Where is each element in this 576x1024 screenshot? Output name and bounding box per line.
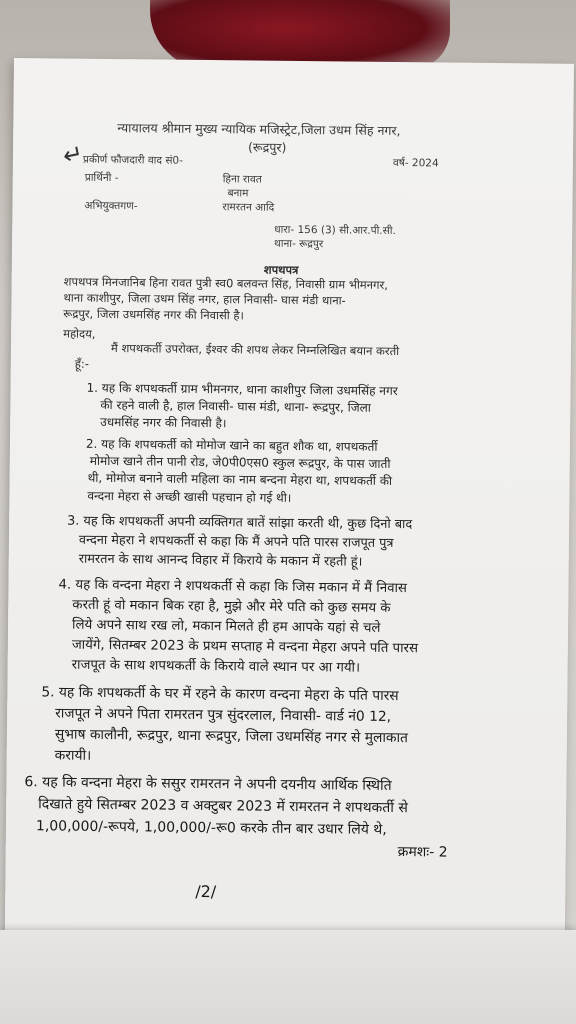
applicant-name: हिना रावत [222,173,262,186]
para4-line: 4. यह कि वन्दना मेहरा ने शपथकर्ती से कहा कि जिस मकान में मैं निवास [58,577,408,597]
intro-line: थाना काशीपुर, जिला उधम सिंह नगर, हाल निवासी- घास मंडी थाना- [63,290,346,308]
para1-line: की रहने वाली है, हाल निवासी- घास मंडी, थाना- रूद्रपुर, जिला [100,397,371,415]
para6-line: 1,00,000/-रूपये, 1,00,000/-रू0 करके तीन बार उधार लिये थे, [35,818,387,838]
section-line: धारा- 156 (3) सी.आर.पी.सी. [274,223,396,238]
para1-line: 1. यह कि शपथकर्ती ग्राम भीमनगर, थाना काशीपुर जिला उधमसिंह नगर [86,380,398,399]
para3-line: रामरतन के साथ आनन्द विहार में किराये के मकान में रहती हूं। [78,551,363,570]
year-label: वर्ष- 2024 [392,156,439,170]
para5-line: 5. यह कि शपथकर्ती के घर में रहने के कारण वन्दना मेहरा के पति पारस [41,684,399,705]
para2-line: 2. यह कि शपथकर्ती को मोमोज खाने का बहुत शौक था, शपथकर्ती [85,436,378,454]
para4-line: करती हूं वो मकान बिक रहा है, मुझे और मेरे पति को कुछ समय के [72,597,391,616]
station-line: थाना- रूद्रपुर [274,237,324,251]
applicant-label: प्रार्थिनी - [84,171,119,185]
para5-line: करायी। [54,747,92,764]
para4-line: लिये अपने साथ रख लो, मकान मिलते ही हम आपके यहां से चले [71,617,381,636]
para2-line: थी, मोमोज बनाने वाली महिला का नाम बन्दना मेहरा था, शपथकर्ती की [87,470,393,488]
para5-line: राजपूत ने अपने पिता रामरतन पुत्र सुंदरलाल, निवासी- वार्ड नं0 12, [55,705,392,725]
continued-marker: क्रमशः- 2 [397,844,448,861]
para4-line: राजपूत के साथ शपथकर्ती के किराये वाले स्थान पर आ गयी। [71,657,361,676]
accused-label: अभियुक्तगण- [84,199,138,213]
court-header-line1: न्यायालय श्रीमान मुख्य न्यायिक मजिस्ट्रेट,जिला उधम सिंह नगर, [117,120,401,139]
para3-line: 3. यह कि शपथकर्ती अपनी व्यक्तिगत बातें सांझा करती थी, कुछ दिनो बाद [67,513,413,533]
document-page [5,58,574,964]
opening-line: हूँ:- [74,356,90,371]
para6-line: दिखाते हुये सितम्बर 2023 व अक्टुबर 2023 में रामरतन ने शपथकर्ती से [38,796,408,817]
para5-line: सुभाष कालौनी, रूद्रपुर, थाना रूद्रपुर, जिला उधमसिंह नगर से मुलाकात [54,726,409,747]
versus-text: बनाम [227,187,249,200]
intro-line: शपथपत्र मिनजानिब हिना रावत पुत्री स्व0 बलवन्त सिंह, निवासी ग्राम भीमनगर, [63,274,389,292]
para2-line: वन्दना मेहरा से अच्छी खासी पहचान हो गई थी। [87,488,292,505]
salutation: महोदय, [63,326,96,341]
document-title: शपथपत्र [263,262,299,277]
para3-line: वन्दना मेहरा ने शपथकर्ती से कहा कि मैं अपने पति पारस राजपूत पुत्र [78,532,394,552]
accused-name: रामरतन आदि [222,201,275,214]
para4-line: जायेंगे, सितम्बर 2023 के प्रथम सप्ताह मे वन्दना मेहरा अपने पति पारस [71,637,419,657]
pen-mark: ↵ [60,138,86,171]
opening-line: मैं शपथकर्ती उपरोक्त, ईश्वर की शपथ लेकर निम्नलिखित बयान करती [110,341,400,359]
para6-line: 6. यह कि वन्दना मेहरा के ससुर रामरतन ने अपनी दयनीय आर्थिक स्थिति [24,774,392,794]
para1-line: उधमसिंह नगर की निवासी है। [100,414,227,431]
intro-line: रूद्रपुर, जिला उधमसिंह नगर की निवासी है। [63,306,244,323]
underlying-page [0,930,576,1024]
page-number: /2/ [195,881,217,902]
case-label: प्रकीर्ण फौजदारी वाद सं0- [82,153,183,167]
para2-line: मोमोज खाने तीन पानी रोड, जे0पी0एस0 स्कुल रूद्रपुर, के पास जाती [89,453,391,471]
court-header-line2: (रूद्रपुर) [248,139,287,155]
